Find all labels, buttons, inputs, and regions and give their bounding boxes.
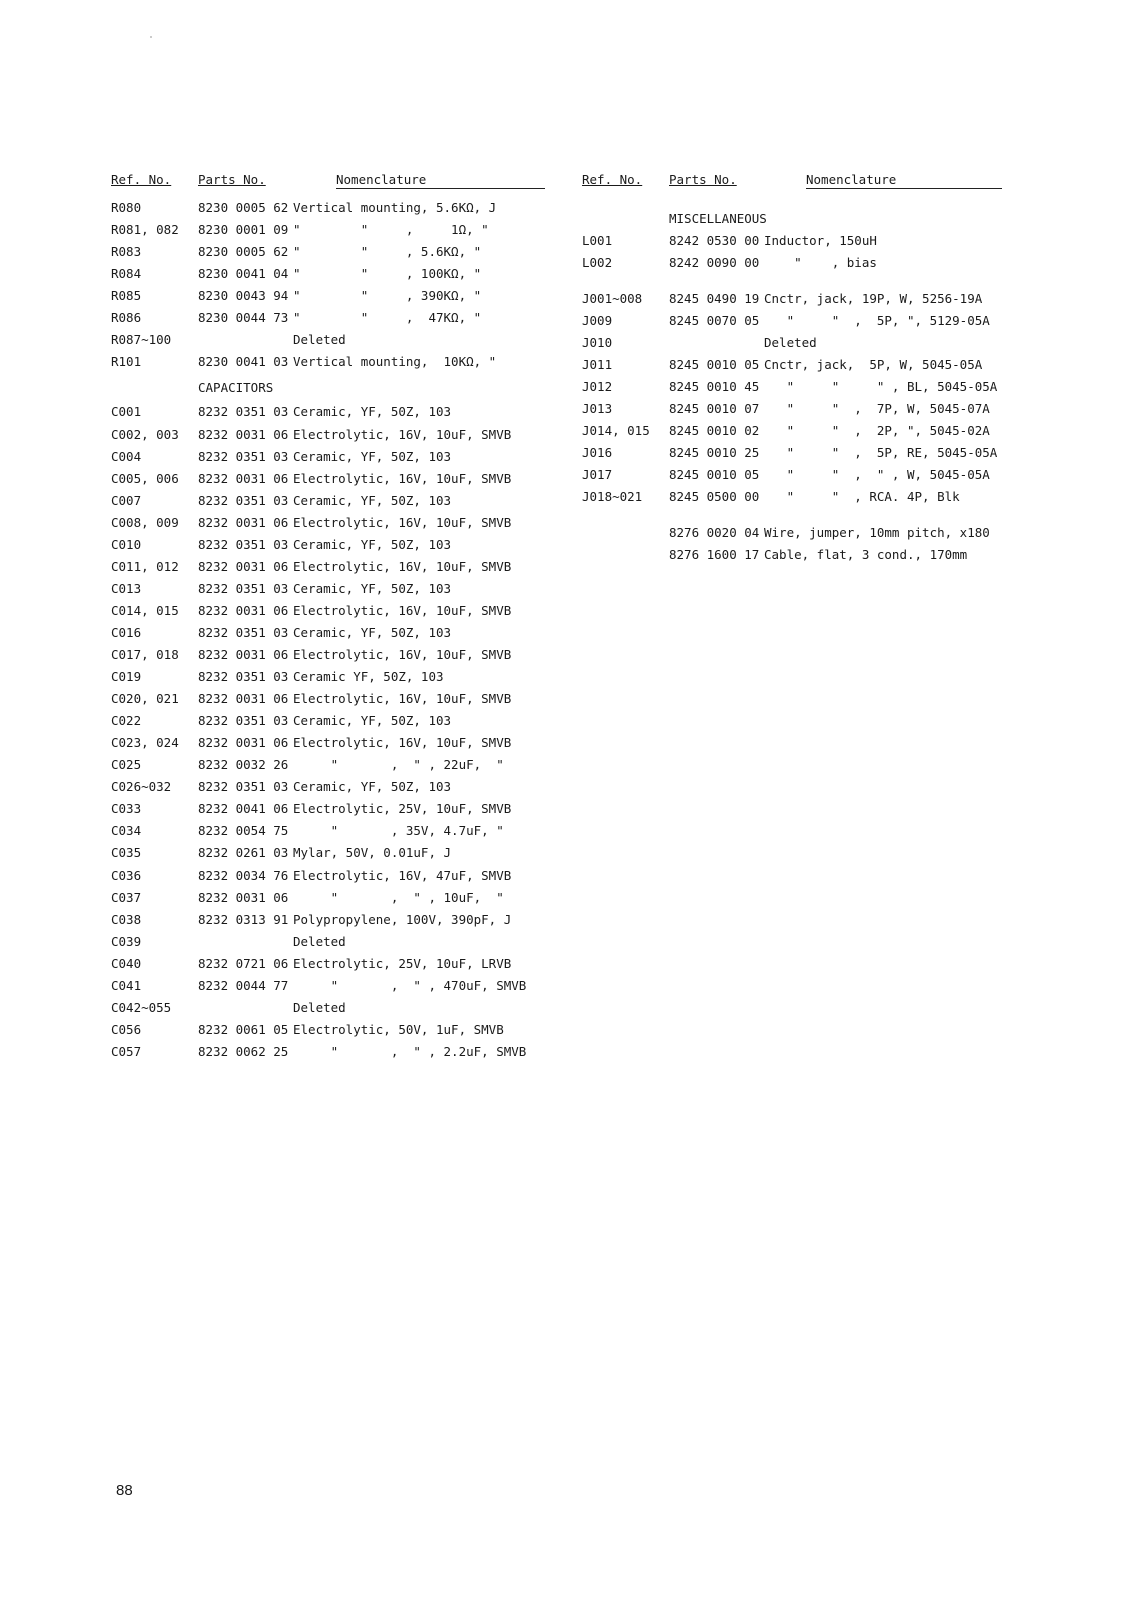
table-row <box>111 200 545 220</box>
table-row <box>582 379 1002 399</box>
table-row <box>582 467 1002 487</box>
part-cell: 8232 0031 06 <box>198 735 289 751</box>
ref-cell: J016 <box>582 445 613 460</box>
nomenclature-cell: " , " , 10uF, " <box>293 889 504 905</box>
part-cell: 8232 0351 03 <box>198 536 289 552</box>
right-parts-table <box>582 172 1002 562</box>
part-cell: 8232 0061 05 <box>198 1021 289 1037</box>
part-cell: 8232 0031 06 <box>198 602 289 618</box>
table-row <box>582 489 1002 509</box>
part-cell: 8232 0351 03 <box>198 492 289 508</box>
table-row <box>582 313 1002 333</box>
left-table-header <box>111 172 545 194</box>
part-cell: 8230 0044 73 <box>198 310 289 326</box>
part-cell: 8276 1600 17 <box>669 547 760 562</box>
nomenclature-cell: Cnctr, jack, 19P, W, 5256-19A <box>764 291 983 306</box>
table-row <box>111 332 545 352</box>
ref-cell: C010 <box>111 536 142 552</box>
part-cell: 8245 0010 07 <box>669 401 760 416</box>
nomenclature-cell: " , " , 22uF, " <box>293 757 504 773</box>
table-row <box>111 647 545 667</box>
nomenclature-cell: Inductor, 150uH <box>764 233 877 248</box>
nomenclature-cell: Wire, jumper, 10mm pitch, x180 <box>764 525 990 540</box>
part-cell: 8232 0351 03 <box>198 624 289 640</box>
part-cell: 8232 0062 25 <box>198 1043 289 1059</box>
ref-cell: J010 <box>582 335 613 350</box>
nomenclature-cell: Ceramic, YF, 50Z, 103 <box>293 624 452 640</box>
part-cell: 8230 0005 62 <box>198 200 289 215</box>
ref-cell: C057 <box>111 1043 142 1059</box>
table-row <box>111 515 545 535</box>
nomenclature-cell: Polypropylene, 100V, 390pF, J <box>293 911 512 927</box>
table-row <box>111 823 545 843</box>
table-row <box>111 581 545 601</box>
ref-cell: C004 <box>111 448 142 464</box>
table-row <box>111 1044 545 1064</box>
header-rule <box>806 188 1002 189</box>
part-cell: 8245 0490 19 <box>669 291 760 306</box>
ref-cell: J017 <box>582 467 613 482</box>
nomenclature-cell: Ceramic YF, 50Z, 103 <box>293 669 444 685</box>
table-row <box>582 525 1002 545</box>
table-row <box>111 1022 545 1042</box>
nomenclature-cell: Deleted <box>293 933 346 949</box>
part-cell: 8232 0351 03 <box>198 779 289 795</box>
table-row <box>111 713 545 733</box>
ref-cell: C036 <box>111 867 142 883</box>
ref-cell: L001 <box>582 233 613 248</box>
nomenclature-cell: " " , 7P, W, 5045-07A <box>764 401 990 416</box>
ref-cell: C014, 015 <box>111 602 179 618</box>
part-cell: MISCELLANEOUS <box>669 211 767 226</box>
nomenclature-cell: Electrolytic, 16V, 10uF, SMVB <box>293 735 512 751</box>
ref-cell: C023, 024 <box>111 735 179 751</box>
part-cell: 8230 0043 94 <box>198 288 289 304</box>
nomenclature-cell: Ceramic, YF, 50Z, 103 <box>293 492 452 508</box>
ref-cell: R084 <box>111 266 142 282</box>
table-row <box>111 404 545 424</box>
table-row <box>582 255 1002 275</box>
ref-cell: C016 <box>111 624 142 640</box>
ref-cell: C037 <box>111 889 142 905</box>
part-cell: 8245 0010 02 <box>669 423 760 438</box>
table-row <box>111 449 545 469</box>
ref-cell: R080 <box>111 200 142 215</box>
nomenclature-cell: " " " , BL, 5045-05A <box>764 379 998 394</box>
nomenclature-cell: " " , 390KΩ, " <box>293 288 482 304</box>
part-cell: 8276 0020 04 <box>669 525 760 540</box>
nomenclature-cell: " " , 100KΩ, " <box>293 266 482 282</box>
table-row <box>582 291 1002 311</box>
parts-no-header: Parts No. <box>198 172 266 187</box>
nomenclature-cell: Deleted <box>293 332 346 348</box>
part-cell: CAPACITORS <box>198 380 274 396</box>
nomenclature-cell: Ceramic, YF, 50Z, 103 <box>293 404 452 420</box>
nomenclature-cell: Electrolytic, 16V, 10uF, SMVB <box>293 470 512 486</box>
part-cell: 8232 0032 26 <box>198 757 289 773</box>
ref-cell: C001 <box>111 404 142 420</box>
nomenclature-cell: " " , 47KΩ, " <box>293 310 482 326</box>
part-cell: 8245 0500 00 <box>669 489 760 504</box>
part-cell: 8242 0090 00 <box>669 255 760 270</box>
scan-speck <box>150 36 152 38</box>
part-cell: 8232 0351 03 <box>198 404 289 420</box>
nomenclature-cell: " " , 5.6KΩ, " <box>293 244 482 260</box>
nomenclature-cell: Ceramic, YF, 50Z, 103 <box>293 713 452 729</box>
ref-cell: R101 <box>111 354 142 370</box>
ref-cell: C039 <box>111 933 142 949</box>
table-row <box>111 559 545 579</box>
ref-cell: C005, 006 <box>111 470 179 486</box>
ref-cell: C034 <box>111 823 142 839</box>
part-cell: 8232 0351 03 <box>198 448 289 464</box>
table-row <box>582 423 1002 443</box>
part-cell: 8245 0010 45 <box>669 379 760 394</box>
nomenclature-cell: " , bias <box>764 255 877 270</box>
nomenclature-cell: " " , 5P, RE, 5045-05A <box>764 445 998 460</box>
part-cell: 8232 0044 77 <box>198 977 289 993</box>
nomenclature-cell: Cnctr, jack, 5P, W, 5045-05A <box>764 357 983 372</box>
ref-cell: C040 <box>111 955 142 971</box>
nomenclature-cell: Deleted <box>764 335 817 350</box>
table-row <box>111 801 545 821</box>
ref-cell: R086 <box>111 310 142 326</box>
ref-cell: C011, 012 <box>111 558 179 574</box>
ref-cell: L002 <box>582 255 613 270</box>
table-row <box>111 625 545 645</box>
page-number: 88 <box>116 1482 133 1499</box>
ref-cell: C002, 003 <box>111 426 179 442</box>
ref-no-header: Ref. No. <box>582 172 643 187</box>
ref-cell: J001~008 <box>582 291 643 306</box>
nomenclature-cell: Electrolytic, 50V, 1uF, SMVB <box>293 1021 504 1037</box>
table-row <box>111 691 545 711</box>
nomenclature-cell: " " , " , W, 5045-05A <box>764 467 990 482</box>
part-cell: 8232 0054 75 <box>198 823 289 839</box>
ref-cell: R083 <box>111 244 142 260</box>
ref-cell: C022 <box>111 713 142 729</box>
part-cell: 8242 0530 00 <box>669 233 760 248</box>
ref-cell: C020, 021 <box>111 691 179 707</box>
ref-cell: C025 <box>111 757 142 773</box>
nomenclature-cell: Vertical mounting, 5.6KΩ, J <box>293 200 497 215</box>
nomenclature-cell: " " , 2P, ", 5045-02A <box>764 423 990 438</box>
table-row <box>111 603 545 623</box>
ref-no-header: Ref. No. <box>111 172 172 187</box>
ref-cell: J011 <box>582 357 613 372</box>
part-cell: 8245 0070 05 <box>669 313 760 328</box>
ref-cell: J014, 015 <box>582 423 650 438</box>
nomenclature-cell: Electrolytic, 16V, 10uF, SMVB <box>293 691 512 707</box>
part-cell: 8230 0041 04 <box>198 266 289 282</box>
part-cell: 8232 0261 03 <box>198 845 289 861</box>
part-cell: 8232 0041 06 <box>198 801 289 817</box>
table-row <box>111 934 545 954</box>
part-cell: 8245 0010 05 <box>669 467 760 482</box>
part-cell: 8232 0721 06 <box>198 955 289 971</box>
nomenclature-cell: Deleted <box>293 999 346 1015</box>
nomenclature-cell: Mylar, 50V, 0.01uF, J <box>293 845 452 861</box>
nomenclature-cell: Ceramic, YF, 50Z, 103 <box>293 779 452 795</box>
table-row <box>111 222 545 242</box>
nomenclature-cell: Electrolytic, 16V, 10uF, SMVB <box>293 647 512 662</box>
table-row <box>111 890 545 910</box>
table-row <box>582 335 1002 355</box>
nomenclature-cell: Ceramic, YF, 50Z, 103 <box>293 536 452 552</box>
ref-cell: C013 <box>111 580 142 596</box>
nomenclature-cell: Cable, flat, 3 cond., 170mm <box>764 547 968 562</box>
nomenclature-cell: " , 35V, 4.7uF, " <box>293 823 504 839</box>
table-row <box>111 380 545 400</box>
ref-cell: J018~021 <box>582 489 643 504</box>
part-cell: 8230 0005 62 <box>198 244 289 260</box>
ref-cell: C041 <box>111 977 142 993</box>
ref-cell: C035 <box>111 845 142 861</box>
part-cell: 8232 0031 06 <box>198 647 289 662</box>
part-cell: 8232 0034 76 <box>198 867 289 883</box>
left-parts-table <box>111 172 545 1059</box>
table-row <box>111 779 545 799</box>
ref-cell: C007 <box>111 492 142 508</box>
nomenclature-cell: Electrolytic, 16V, 10uF, SMVB <box>293 602 512 618</box>
table-row <box>582 211 1002 231</box>
table-row <box>111 1000 545 1020</box>
ref-cell: R087~100 <box>111 332 172 348</box>
table-row <box>582 233 1002 253</box>
ref-cell: R085 <box>111 288 142 304</box>
part-cell: 8245 0010 05 <box>669 357 760 372</box>
part-cell: 8232 0031 06 <box>198 889 289 905</box>
part-cell: 8232 0031 06 <box>198 470 289 486</box>
part-cell: 8232 0351 03 <box>198 669 289 685</box>
nomenclature-cell: " , " , 470uF, SMVB <box>293 977 527 993</box>
nomenclature-cell: Electrolytic, 16V, 10uF, SMVB <box>293 514 512 530</box>
header-rule <box>336 188 545 189</box>
table-row <box>111 310 545 330</box>
part-cell: 8232 0031 06 <box>198 558 289 574</box>
table-row <box>111 845 545 865</box>
ref-cell: C033 <box>111 801 142 817</box>
table-row <box>111 354 545 374</box>
table-row <box>111 288 545 308</box>
part-cell: 8245 0010 25 <box>669 445 760 460</box>
nomenclature-cell: " , " , 2.2uF, SMVB <box>293 1043 527 1059</box>
ref-cell: C042~055 <box>111 999 172 1015</box>
nomenclature-cell: Electrolytic, 25V, 10uF, LRVB <box>293 955 512 971</box>
table-row <box>111 537 545 557</box>
table-row <box>111 471 545 491</box>
nomenclature-cell: Electrolytic, 16V, 47uF, SMVB <box>293 867 512 883</box>
ref-cell: C026~032 <box>111 779 172 795</box>
ref-cell: C019 <box>111 669 142 685</box>
part-cell: 8232 0313 91 <box>198 911 289 927</box>
nomenclature-cell: " " , 5P, ", 5129-05A <box>764 313 990 328</box>
ref-cell: J012 <box>582 379 613 394</box>
nomenclature-cell: Electrolytic, 25V, 10uF, SMVB <box>293 801 512 817</box>
nomenclature-cell: Vertical mounting, 10KΩ, " <box>293 354 497 370</box>
part-cell: 8232 0031 06 <box>198 691 289 707</box>
part-cell: 8230 0001 09 <box>198 222 289 238</box>
table-row <box>111 266 545 286</box>
part-cell: 8232 0031 06 <box>198 514 289 530</box>
part-cell: 8232 0351 03 <box>198 713 289 729</box>
ref-cell: C056 <box>111 1021 142 1037</box>
part-cell: 8232 0031 06 <box>198 426 289 442</box>
nomenclature-cell: " " , 1Ω, " <box>293 222 489 238</box>
table-row <box>111 978 545 998</box>
nomenclature-cell: Electrolytic, 16V, 10uF, SMVB <box>293 558 512 574</box>
nomenclature-cell: " " , RCA. 4P, Blk <box>764 489 960 504</box>
table-row <box>111 427 545 447</box>
table-row <box>111 493 545 513</box>
table-row <box>582 401 1002 421</box>
nomenclature-cell: Ceramic, YF, 50Z, 103 <box>293 580 452 596</box>
table-row <box>111 669 545 689</box>
part-cell: 8230 0041 03 <box>198 354 289 370</box>
ref-cell: J009 <box>582 313 613 328</box>
ref-cell: R081, 082 <box>111 222 179 238</box>
ref-cell: C008, 009 <box>111 514 179 530</box>
table-row <box>582 445 1002 465</box>
ref-cell: J013 <box>582 401 613 416</box>
table-row <box>582 357 1002 377</box>
table-row <box>582 547 1002 567</box>
part-cell: 8232 0351 03 <box>198 580 289 596</box>
table-row <box>111 912 545 932</box>
parts-no-header: Parts No. <box>669 172 737 187</box>
ref-cell: C017, 018 <box>111 647 179 662</box>
table-row <box>111 868 545 888</box>
nomenclature-header: Nomenclature <box>806 172 897 187</box>
right-table-header <box>582 172 1002 194</box>
nomenclature-cell: Electrolytic, 16V, 10uF, SMVB <box>293 426 512 442</box>
table-row <box>111 244 545 264</box>
table-row <box>111 735 545 755</box>
table-row <box>111 956 545 976</box>
table-row <box>111 757 545 777</box>
nomenclature-header: Nomenclature <box>336 172 427 187</box>
nomenclature-cell: Ceramic, YF, 50Z, 103 <box>293 448 452 464</box>
ref-cell: C038 <box>111 911 142 927</box>
